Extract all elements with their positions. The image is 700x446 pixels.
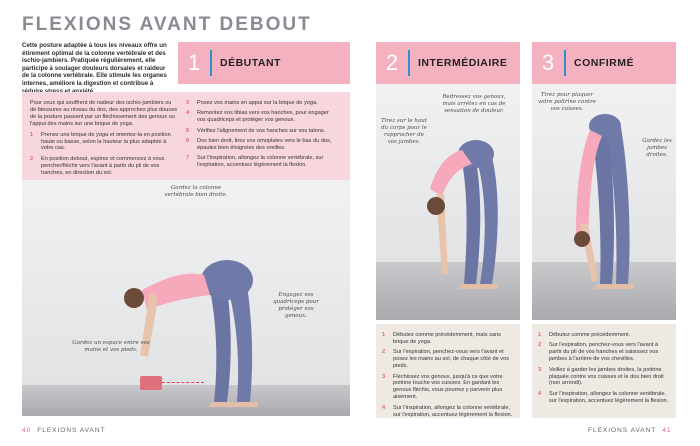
spacing-arrow [162, 382, 204, 383]
list-item: 3 Fléchissez vos genoux, jusqu'à ce que votre poitrine touche vos cuisses. En gardant les genoux fléchis, vous pourrez y parvenir plus aisément. [382, 373, 503, 401]
list-item: 7 Sur l'inspiration, allongez la colonne vertébrale, sur l'expiration, accentuez légèrement la flexion. [186, 155, 324, 169]
level-number: 1 [187, 50, 201, 75]
yoga-figure-advanced [532, 84, 676, 320]
footer-label: FLEXIONS AVANT [588, 427, 657, 434]
note-legs-straight: Gardez les jambes droites. [642, 138, 672, 158]
list-item: 4 Sur l'inspiration, allongez la colonne vertébrale, sur l'expiration, accentuez légèrement la flexion. [538, 390, 669, 404]
intro-paragraph: Cette posture adaptée à tous les niveaux offre un étirement optimal de la colonne vertébrale et des ischio-jambiers. Pratiquée régulièrement, elle participe à soulager douleurs dorsales et raideur de la colonne vertébrale. Elle stimule les organes internes, améliore la digestion et contribue à [22, 42, 167, 87]
page-number: 40 [22, 427, 32, 434]
list-item: 1 Débutez comme précédemment, mais sans brique de yoga. [382, 332, 501, 345]
footer-label: FLEXIONS AVANT [37, 427, 106, 434]
level-2-header [376, 42, 520, 84]
level-separator [210, 50, 212, 76]
list-item: 4 Remontez vos tibias vers vos hanches, pour engager vos quadriceps et protéger vos genoux. [186, 110, 329, 124]
list-item: 3 Veillez à garder les jambes droites, la poitrine plaquée contre vos cuisses et le dos bien droit (non arrondi). [538, 366, 664, 387]
list-item: 1 Prenez une brique de yoga et orientez-la en position haute ou basse, selon la hauteur la plus adaptée à votre cas. [30, 131, 171, 152]
list-item: 3 Posez vos mains en appui sur la brique de yoga. [186, 100, 318, 106]
list-item: 2 En position debout, expirez et commencez à vous pencher/fléchir vers l'avant à partir du pli de vos hanches, en direction du sol. [30, 155, 165, 176]
beginner-column-1 [30, 100, 178, 180]
list-item: 6 Dos bien droit, tirez vos omoplates vers le bas du dos, épaules bien éloignées des oreilles. [186, 138, 332, 152]
list-item: 1 Débutez comme précédemment. [538, 332, 631, 338]
level-number: 3 [541, 50, 555, 75]
note-straighten-knees: Redressez vos genoux, mais arrêtez en cas de sensation de douleur. [442, 94, 506, 114]
list-item: 2 Sur l'expiration, penchez-vous vers l'avant et posez les mains au sol, de chaque côté de vos pieds. [382, 349, 509, 370]
level-label: DÉBUTANT [220, 57, 281, 69]
note-spine-straight: Gardez la colonne vertébrale bien droite. [164, 185, 228, 198]
yoga-brick [140, 376, 162, 390]
right-page [350, 0, 700, 446]
beginner-intro: Pour ceux qui souffrent de raideur des ischio-jambiers ou de blessures au niveau du dos, des approches plus douces de la posture passent par un fléchissement des genoux ou l'appui des mains sur une brique de yoga. [30, 100, 178, 127]
note-chest-to-thighs: Tirez pour plaquer votre poitrine contre vos cuisses. [537, 92, 597, 112]
right-footer [588, 427, 678, 434]
level-3-header [532, 42, 676, 84]
list-item: 5 Vérifiez l'alignement de vos hanches sur vos talons. [186, 127, 326, 134]
level-number: 2 [385, 50, 399, 75]
list-item: 4 Sur l'inspiration, allongez la colonne vertébrale, sur l'expiration, accentuez légèrement la flexion. [382, 404, 513, 418]
level-1-header [178, 42, 350, 84]
intermediate-steps [382, 332, 514, 422]
list-item: 2 Sur l'expiration, penchez-vous vers l'avant à partir du pli de vos hanches et saisissez vos jambes à l'arrière de vos chevilles. [538, 342, 659, 363]
level-label: CONFIRMÉ [574, 57, 634, 69]
note-hands-feet-space: Gardez un espace entre vos mains et vos pieds. [72, 340, 150, 353]
beginner-column-2 [186, 100, 336, 173]
page-title: FLEXIONS AVANT DEBOUT [22, 14, 312, 35]
level-separator [564, 50, 566, 76]
note-pull-upper-body: Tirez sur le haut du corps pour le rapprocher de vos jambes. [380, 118, 428, 145]
level-separator [408, 50, 410, 76]
left-footer [22, 427, 106, 434]
advanced-steps [538, 332, 670, 408]
level-label: INTERMÉDIAIRE [418, 57, 508, 69]
page-number: 41 [662, 427, 672, 434]
advanced-photo [532, 84, 676, 320]
note-quadriceps: Engagez vos quadriceps pour protéger vos genoux. [273, 292, 319, 319]
